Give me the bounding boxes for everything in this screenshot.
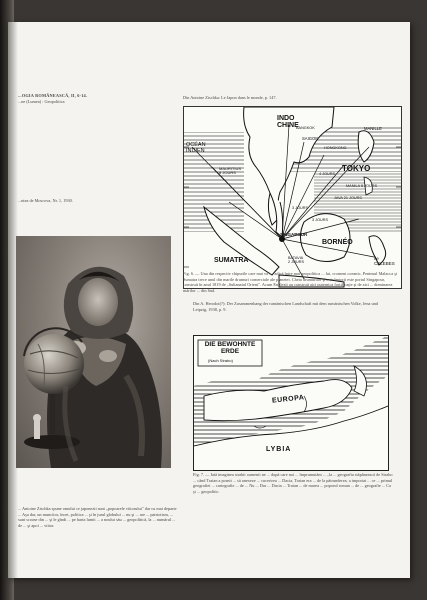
header-right: Din Antoine Zischka: Le Japon dans le monde, p. 147. [183,95,277,100]
label-bangkok: BANGKOK [296,126,315,130]
label-sumatra: SUMATRA [214,257,249,264]
map2-title-sub: (Nach Strabo) [208,358,233,363]
photograph-boy-with-globe [16,236,171,468]
label-lybia: LYBIA [266,446,292,453]
photo-source-caption: ...ntea de Moscova, Nr. 1, 1930. [18,198,73,203]
label-mauritius: MAURITIUS 8 JOURS [219,166,241,175]
label-3-days: 3 JOURS [292,206,309,210]
label-manila-days: MANILA 5 JOURS [346,184,378,188]
label-singapour: SINGAPOUR [280,232,308,237]
photo-caption: ... Antoine Zischka spune omului ce japonezii sunt „popoarele viitorului" dar cu mai departe ... Aşa dar, un muncitor, încet, politica ... şi în jurul globului ... nu şi ... are ... patriotism, ... sunt scoase din ... şi le gîndi ... pe harta lumii ... a noului său ... geopolitică, la ... numărul ... de ... şi apoi ... viitor. [18,506,177,528]
label-indochine: INDO CHINE [277,115,299,129]
label-4-days: 4 JOURS [319,172,336,176]
book-page [8,22,410,578]
label-manille: MANILLE [364,126,382,131]
label-hongkong: HONGKONG [324,146,347,150]
label-3-days-b: 3 JOURS [312,218,329,222]
label-ocean-indien: OCÉAN INDIEN [186,142,206,154]
map-strabo-world [193,335,389,471]
label-tokyo: TOKYO [342,164,371,173]
label-batavia: BATAVIA 2 JOURS [288,256,305,264]
header-left: ...OGIA ROMÂNEASCĂ, II, 6-14. [18,93,88,98]
label-borneo: BORNÉO [322,239,353,246]
map2-title: DIE BEWOHNTE ERDE [204,341,256,355]
map2-source-heading: Din A. Herodot(?): Der Zusammenhang der rumänischen Landschaft mit dem rumänischen Volke, Jena und Leipzig, 1938, p. 9. [193,301,378,312]
label-java-days: JAVA 21 JOURS [334,196,362,200]
header-left-sub: ...ne (Lumea) : Geopolitica [18,99,65,104]
map-singapore-routes [183,106,402,289]
map2-caption: Fig. 7. — Iată imaginea strabii oamenii ne ... după care noi ... împrumutăm ... „la ... geografia stăpânească de Strabo ... când Traian a pornit ... să anexeze ... cucerirea ... Dacia, Traian era ... de la pătrunderea, a importat ... ce ... primul geografiei ... cartografie ... de ... Nu ... Dar ... Dacia ... Traian ... de marea ... poporul roman ... de ... geografie ... Ca şi ... geopolitic. [193,472,393,494]
label-europa: EUROPA [271,394,305,405]
label-celebes: Ile CELEBES [374,256,395,266]
map1-caption: Fig. 6. — Una din respectiv chipurile care mai vă — adică între mai geopolitica ... lui, cromeni oceanic, Peninsul Malacca şi Sumatra trece unul din marile drumuri comerciale ale planetei. Cheia drumurilor şi a strâmtorii este portul Singapour, construit în anul 1819 de „Sultanatul Orient". Acum Englezii au construit aici puternica fortificaţie şi de aici ... dominarea mărilor ... din Sud. [183,271,398,293]
label-saigon: SAIGON [302,136,319,141]
